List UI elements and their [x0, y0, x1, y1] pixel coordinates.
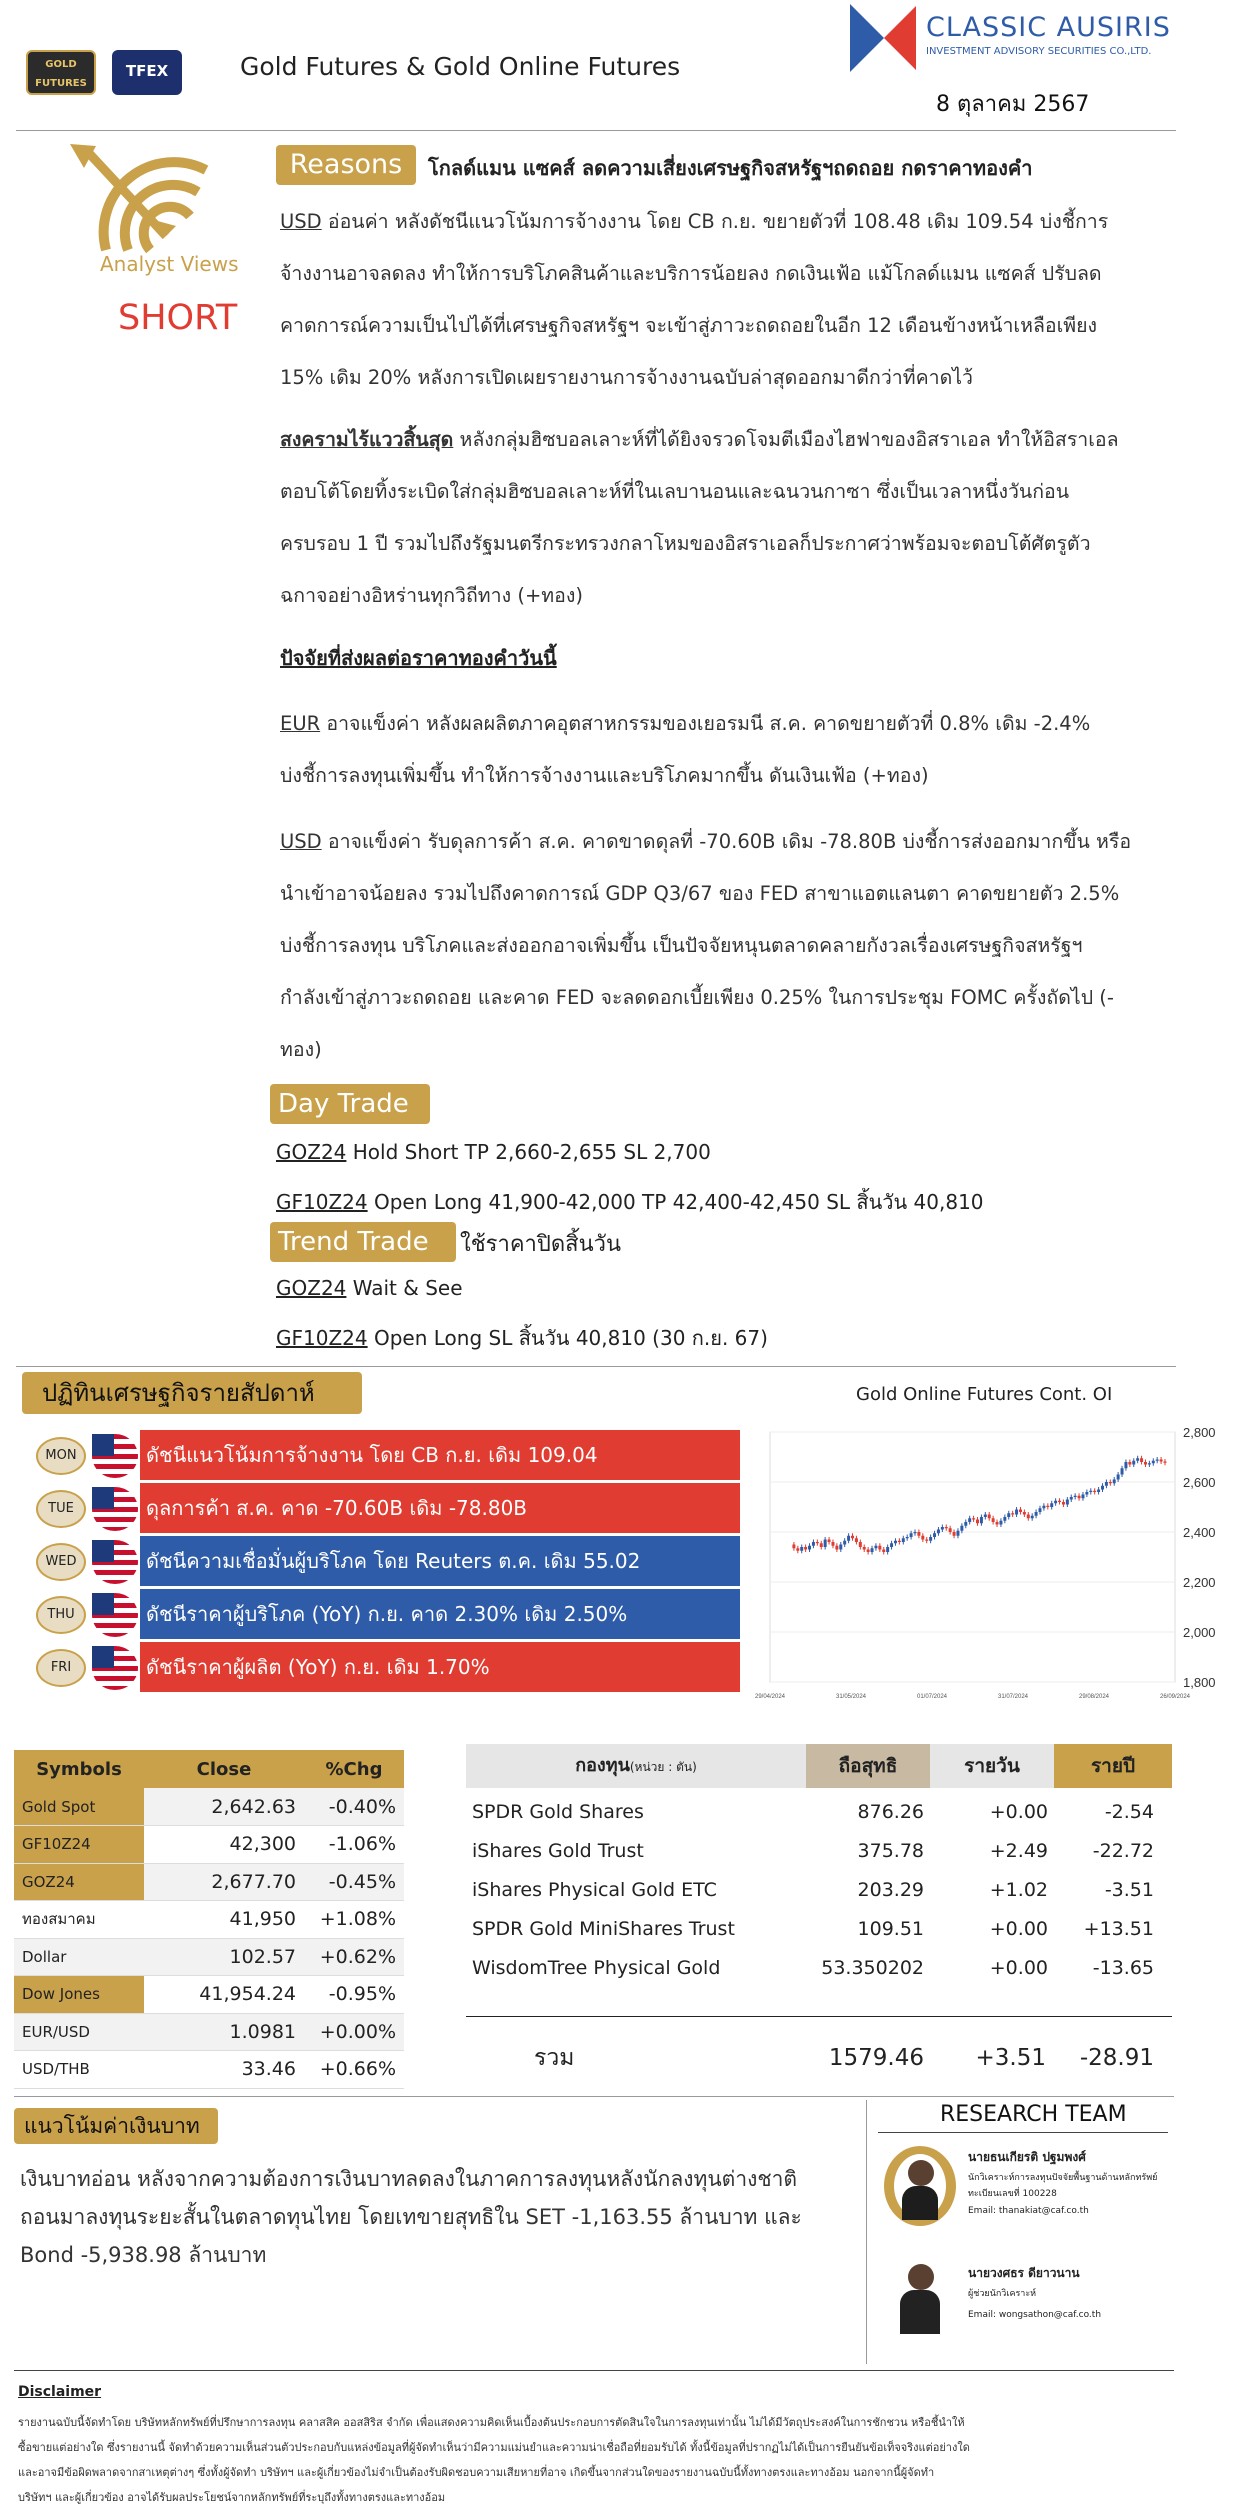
candle-body	[996, 1522, 999, 1525]
member-email[interactable]: Email: thanakiat@caf.co.th	[968, 2206, 1089, 2216]
col-ytd: รายปี	[1054, 1744, 1172, 1788]
candle-body	[910, 1533, 913, 1537]
fund-daily: +2.49	[989, 1839, 1048, 1862]
candle-body	[1078, 1496, 1081, 1499]
symbol-chg: +0.00%	[304, 2013, 404, 2051]
total-hold: 1579.46	[828, 2045, 924, 2071]
candle-body	[999, 1521, 1002, 1525]
target-arrow-icon	[66, 140, 216, 260]
candle-body	[1027, 1515, 1030, 1519]
candle-body	[824, 1540, 827, 1548]
analyst-views-label: Analyst Views	[100, 252, 239, 276]
us-flag-icon	[92, 1487, 138, 1531]
candle-body	[1015, 1510, 1018, 1515]
day-badge: FRI	[36, 1649, 86, 1687]
symbol-close: 2,677.70	[144, 1863, 304, 1901]
symbol-name: GF10Z24	[14, 1826, 144, 1864]
event-text: ดัชนีราคาผู้ผลิต (YoY) ก.ย. เดิม 1.70%	[140, 1642, 740, 1692]
disclaimer-text	[18, 2410, 1168, 2510]
reasons-headline: โกลด์แมน แซคส์ ลดความเสี่ยงเศรษฐกิจสหรัฐฯถดถอย กดราคาทองคำ	[428, 156, 1033, 180]
candle-body	[1035, 1512, 1038, 1516]
candle-body	[792, 1545, 795, 1549]
candle-body	[812, 1542, 815, 1546]
trade-text: Hold Short TP 2,660-2,655 SL 2,700	[346, 1140, 711, 1164]
us-flag-icon	[92, 1593, 138, 1637]
trend-trade-tag: Trend Trade	[270, 1222, 456, 1262]
line: บริษัทฯ และผู้เกี่ยวข้อง อาจได้รับผลประโยชน์จากหลักทรัพย์ที่ระบุถึงทั้งทางตรงและทางอ้อม	[18, 2491, 446, 2504]
table-row	[14, 2051, 404, 2089]
candle-body	[953, 1532, 956, 1536]
research-title: RESEARCH TEAM	[940, 2102, 1127, 2127]
baht-title: แนวโน้มค่าเงินบาท	[14, 2108, 218, 2144]
day-badge: TUE	[36, 1490, 86, 1528]
candle-body	[878, 1546, 881, 1550]
candle-body	[1003, 1517, 1006, 1521]
table-row	[14, 1938, 404, 1976]
candle-body	[1132, 1461, 1135, 1465]
reason-usd-paragraph	[280, 196, 1180, 404]
col-close: Close	[196, 1758, 252, 1780]
day-badge: MON	[36, 1437, 86, 1475]
symbol-close: 41,954.24	[144, 1976, 304, 2014]
candle-body	[1066, 1500, 1069, 1505]
line: รายงานฉบับนี้จัดทำโดย บริษัทหลักทรัพย์ที่ปรึกษาการลงทุน คลาสสิค ออสสิริส จำกัด เพื่อแสดงความคิดเห็นเบื้องต้นประกอบการตัดสินใจในการลงทุนเท่านั้น ไม่ได้มีวัตถุประสงค์ในการชักชวน หรือชี้นำให้	[18, 2416, 965, 2429]
line: และอาจมีข้อผิดพลาดจากสาเหตุต่างๆ ซึ่งทั้งผู้จัดทำ บริษัทฯ และผู้เกี่ยวข้องไม่จำเป็นต้องรับผิดชอบความเสียหายที่อาจ เกิดขึ้นจากส่วนใดของรายงานฉบับนี้ทั้งทางตรงและทางอ้อม นอกจากนี้ผู้จัดทำ	[18, 2466, 935, 2479]
candle-body	[820, 1543, 823, 1547]
fund-daily: +1.02	[989, 1878, 1048, 1901]
line: อาจแข็งค่า รับดุลการค้า ส.ค. คาดขาดดุลที่ -70.60B เดิม -78.80B บ่งชี้การส่งออกมากขึ้น หรือ	[321, 830, 1132, 853]
research-member	[968, 2148, 1173, 2216]
candle-body	[949, 1528, 952, 1532]
candle-body	[1097, 1490, 1100, 1493]
symbol-name: ทองสมาคม	[14, 1901, 144, 1939]
symbols-table	[14, 1750, 404, 2089]
fund-hold: 203.29	[857, 1878, 924, 1901]
trend-trade-item	[276, 1322, 768, 1354]
candle-body	[831, 1542, 834, 1546]
candle-body	[816, 1542, 819, 1543]
disclaimer-title: Disclaimer	[18, 2384, 102, 2400]
fund-ytd: -2.54	[1104, 1800, 1154, 1823]
trade-text: Open Long SL สิ้นวัน 40,810 (30 ก.ย. 67)	[367, 1326, 768, 1350]
candle-body	[828, 1540, 831, 1543]
line: บ่งชี้การลงทุน บริโภคและส่งออกอาจเพิ่มขึ้น เป็นปัจจัยหนุนตลาดคลายกังวลเรื่องเศรษฐกิจสหรัฐฯ	[280, 934, 1083, 957]
trend-trade-note: ใช้ราคาปิดสิ้นวัน	[460, 1232, 622, 1257]
event-text: ดัชนีแนวโน้มการจ้างงาน โดย CB ก.ย. เดิม 109.04	[140, 1430, 740, 1480]
col-daily: รายวัน	[930, 1744, 1054, 1788]
us-flag-icon	[92, 1434, 138, 1478]
candle-body	[1113, 1480, 1116, 1484]
usd-key: USD	[280, 830, 322, 853]
line: หลังกลุ่มฮิซบอลเลาะห์ที่ได้ยิงจรวดโจมตีเมืองไฮฟาของอิสราเอล ทำให้อิสราเอล	[453, 428, 1119, 451]
factor-eur-paragraph	[280, 698, 1180, 802]
candle-body	[914, 1532, 917, 1533]
candle-body	[1136, 1458, 1139, 1461]
brand-subtitle: INVESTMENT ADVISORY SECURITIES CO.,LTD.	[926, 46, 1152, 57]
gold-futures-chart	[754, 1410, 1230, 1710]
candle-body	[937, 1530, 940, 1534]
brand-name: CLASSIC AUSIRIS	[926, 12, 1171, 43]
candle-body	[956, 1531, 959, 1536]
line: ครบรอบ 1 ปี รวมไปถึงรัฐมนตรีกระทรวงกลาโหมของอิสราเอลก็ประกาศว่าพร้อมจะตอบโต้ศัตรูตัว	[280, 532, 1091, 555]
fund-ytd: -3.51	[1104, 1878, 1154, 1901]
candle-body	[964, 1522, 967, 1526]
funds-table	[466, 1792, 1172, 1987]
funds-total-divider	[466, 2016, 1172, 2017]
candle-body	[1085, 1492, 1088, 1495]
factor-usd-paragraph	[280, 816, 1180, 1076]
candle-body	[886, 1547, 889, 1552]
reasons-tag: Reasons	[276, 145, 416, 185]
table-row	[466, 1870, 1172, 1909]
candle-body	[894, 1541, 897, 1544]
candle-body	[917, 1532, 920, 1536]
fund-hold: 375.78	[857, 1839, 924, 1862]
candle-body	[882, 1550, 885, 1553]
candle-body	[1039, 1508, 1042, 1512]
total-daily: +3.51	[975, 2045, 1046, 2071]
disclaimer-divider	[14, 2370, 1174, 2371]
candle-body	[855, 1538, 858, 1542]
x-tick-label: 29/04/2024	[754, 1694, 786, 1700]
candle-body	[890, 1543, 893, 1547]
candle-body	[980, 1517, 983, 1523]
symbol-chg: -0.45%	[304, 1863, 404, 1901]
candle-body	[1105, 1482, 1108, 1486]
calendar-event	[30, 1536, 740, 1586]
tfex-logo: TFEX	[112, 50, 182, 95]
chart-title: Gold Online Futures Cont. OI	[856, 1384, 1113, 1405]
candle-body	[1058, 1501, 1061, 1502]
line: Bond -5,938.98 ล้านบาท	[20, 2243, 267, 2267]
day-trade-item	[276, 1140, 711, 1164]
factors-title: ปัจจัยที่ส่งผลต่อราคาทองคำวันนี้	[280, 646, 557, 670]
candle-body	[1128, 1462, 1131, 1465]
page-title: Gold Futures & Gold Online Futures	[240, 52, 681, 81]
candle-body	[1074, 1496, 1077, 1497]
candle-body	[984, 1515, 987, 1518]
candle-body	[1144, 1462, 1147, 1465]
candle-body	[1089, 1491, 1092, 1492]
fund-hold: 53.350202	[821, 1956, 924, 1979]
candle-body	[1117, 1475, 1120, 1480]
line: คาดการณ์ความเป็นไปได้ที่เศรษฐกิจสหรัฐฯ จะเข้าสู่ภาวะถดถอยในอีก 12 เดือนข้างหน้าเหลือเพียง	[280, 314, 1098, 337]
candle-body	[1054, 1501, 1057, 1504]
funds-total-row	[466, 2038, 1172, 2078]
symbol-chg: -0.40%	[304, 1788, 404, 1826]
line: ซื้อขายแต่อย่างใด ซึ่งรายงานนี้ จัดทำด้วยความเห็นส่วนตัวประกอบกับแหล่งข้อมูลที่ผู้จัดทำเห็นว่ามีความแม่นยำและความน่าเชื่อถือที่ยอมรับได้ ทั้งนี้ข้อมูลที่ปรากฏไม่ได้เป็นการยืนยันข้อเท็จจริงแต่อย่างใด	[18, 2441, 970, 2454]
fund-name: iShares Physical Gold ETC	[472, 1878, 717, 1901]
candle-body	[839, 1545, 842, 1550]
candle-body	[902, 1538, 905, 1542]
candle-body	[871, 1548, 874, 1552]
symbol-chg: +0.66%	[304, 2051, 404, 2089]
day-trade-tag: Day Trade	[270, 1084, 430, 1124]
y-tick-label: 2,400	[1183, 1525, 1216, 1540]
candle-body	[1081, 1495, 1084, 1499]
fund-name: SPDR Gold MiniShares Trust	[472, 1917, 735, 1940]
candle-body	[800, 1547, 803, 1551]
candle-body	[945, 1527, 948, 1528]
fund-ytd: -13.65	[1092, 1956, 1154, 1979]
x-tick-label: 01/07/2024	[916, 1694, 948, 1700]
candle-body	[1121, 1468, 1124, 1474]
col-chg: %Chg	[325, 1758, 383, 1780]
member-email[interactable]: Email: wongsathon@caf.co.th	[968, 2310, 1102, 2320]
calendar-event	[30, 1483, 740, 1533]
symbol-name: Dow Jones	[14, 1976, 144, 2014]
candle-body	[851, 1536, 854, 1539]
calendar-title: ปฏิทินเศรษฐกิจรายสัปดาห์	[22, 1372, 362, 1414]
calendar-event	[30, 1642, 740, 1692]
candle-body	[941, 1527, 944, 1530]
fund-name: SPDR Gold Shares	[472, 1800, 644, 1823]
symbol-name: Gold Spot	[14, 1788, 144, 1826]
avatar	[884, 2146, 956, 2226]
line: จ้างงานอาจลดลง ทำให้การบริโภคสินค้าและบริการน้อยลง กดเงินเฟ้อ แม้โกลด์แมน แซคส์ ปรับลด	[280, 262, 1102, 285]
candle-body	[1101, 1486, 1104, 1490]
candle-body	[1164, 1462, 1167, 1463]
candle-body	[1007, 1513, 1010, 1517]
war-key: สงครามไร้แววสิ้นสุด	[280, 428, 454, 451]
symbol-close: 33.46	[144, 2051, 304, 2089]
symbol-close: 1.0981	[144, 2013, 304, 2051]
table-row	[14, 1976, 404, 2014]
total-label: รวม	[534, 2045, 575, 2071]
candle-body	[898, 1541, 901, 1542]
calendar-divider	[16, 1366, 1176, 1367]
trade-text: Open Long 41,900-42,000 TP 42,400-42,450 SL สิ้นวัน 40,810	[367, 1190, 984, 1214]
symbol-chg: +0.62%	[304, 1938, 404, 1976]
candle-body	[968, 1518, 971, 1522]
fund-daily: +0.00	[989, 1800, 1048, 1823]
member-license: ทะเบียนเลขที่ 100228	[968, 2189, 1057, 2199]
member-name: นายวงศธร ดียาวนาน	[968, 2266, 1080, 2280]
x-tick-label: 31/05/2024	[835, 1694, 867, 1700]
line: ทอง)	[280, 1038, 322, 1061]
col-hold: ถือสุทธิ	[806, 1744, 930, 1788]
candle-body	[1019, 1510, 1022, 1513]
day-trade-item	[276, 1186, 984, 1218]
candle-body	[1148, 1463, 1151, 1464]
symbol: GF10Z24	[276, 1326, 368, 1350]
fund-hold: 109.51	[857, 1917, 924, 1940]
event-text: ดัชนีราคาผู้บริโภค (YoY) ก.ย. คาด 2.30% เดิม 2.50%	[140, 1589, 740, 1639]
member-role: ผู้ช่วยนักวิเคราะห์	[968, 2289, 1037, 2299]
funds-header-name: กองทุน(หน่วย : ตัน)	[466, 1744, 806, 1788]
symbol: GOZ24	[276, 1276, 347, 1300]
symbol-chg: -0.95%	[304, 1976, 404, 2014]
candle-body	[1050, 1503, 1053, 1507]
candle-body	[976, 1520, 979, 1524]
line: อาจแข็งค่า หลังผลผลิตภาคอุตสาหกรรมของเยอรมนี ส.ค. คาดขยายตัวที่ 0.8% เดิม -2.4%	[320, 712, 1091, 735]
candle-body	[867, 1550, 870, 1553]
fund-name: WisdomTree Physical Gold	[472, 1956, 721, 1979]
candle-body	[1124, 1462, 1127, 1468]
candle-body	[925, 1540, 928, 1541]
y-tick-label: 1,800	[1183, 1675, 1216, 1690]
candle-body	[1042, 1506, 1045, 1509]
candle-body	[929, 1537, 932, 1541]
table-row	[14, 1901, 404, 1939]
line: ถอนมาลงทุนระยะสั้นในตลาดทุนไทย โดยเทขายสุทธิใน SET -1,163.55 ล้านบาท และ	[20, 2205, 802, 2229]
candle-body	[1062, 1502, 1065, 1505]
report-date: 8 ตุลาคม 2567	[936, 92, 1090, 117]
baht-text	[20, 2160, 860, 2274]
candle-body	[1046, 1506, 1049, 1507]
calendar-event	[30, 1430, 740, 1480]
table-row	[466, 1948, 1172, 1987]
table-row	[14, 1788, 404, 1826]
research-title-divider	[878, 2132, 1168, 2133]
line: เงินบาทอ่อน หลังจากความต้องการเงินบาทลดลงในภาคการลงทุนหลังนักลงทุนต่างชาติ	[20, 2167, 798, 2191]
trend-trade-item	[276, 1276, 463, 1300]
candle-body	[992, 1518, 995, 1522]
avatar	[884, 2256, 956, 2336]
reason-war-paragraph	[280, 414, 1180, 622]
symbol-chg: +1.08%	[304, 1901, 404, 1939]
symbol-close: 2,642.63	[144, 1788, 304, 1826]
table-row	[466, 1909, 1172, 1948]
research-member	[968, 2264, 1173, 2320]
candle-body	[835, 1546, 838, 1550]
fund-hold: 876.26	[857, 1800, 924, 1823]
day-badge: WED	[36, 1543, 86, 1581]
fund-name: iShares Gold Trust	[472, 1839, 644, 1862]
table-row	[466, 1831, 1172, 1870]
line: ฉกาจอย่างอิหร่านทุกวิถีทาง (+ทอง)	[280, 584, 583, 607]
candle-body	[1023, 1512, 1026, 1515]
total-ytd: -28.91	[1079, 2045, 1154, 2071]
line: อ่อนค่า หลังดัชนีแนวโน้มการจ้างงาน โดย CB ก.ย. ขยายตัวที่ 108.48 เดิม 109.54 บ่งชี้การ	[321, 210, 1109, 233]
y-tick-label: 2,200	[1183, 1575, 1216, 1590]
symbol-close: 42,300	[144, 1826, 304, 1864]
funds-header	[466, 1744, 1172, 1788]
candle-body	[1109, 1482, 1112, 1483]
us-flag-icon	[92, 1540, 138, 1584]
col-symbols: Symbols	[36, 1758, 122, 1780]
classic-ausiris-logo-icon	[848, 2, 918, 74]
x-tick-label: 29/08/2024	[1078, 1694, 1110, 1700]
candle-body	[906, 1537, 909, 1538]
candle-body	[1152, 1461, 1155, 1464]
candle-body	[1140, 1458, 1143, 1462]
research-panel-border	[866, 2100, 867, 2364]
candle-body	[796, 1548, 799, 1551]
fund-ytd: +13.51	[1083, 1917, 1154, 1940]
candle-body	[1160, 1460, 1163, 1462]
symbol-name: USD/THB	[14, 2051, 144, 2089]
x-tick-label: 31/07/2024	[997, 1694, 1029, 1700]
symbol-name: GOZ24	[14, 1863, 144, 1901]
symbol: GOZ24	[276, 1140, 347, 1164]
line: กำลังเข้าสู่ภาวะถดถอย และคาด FED จะลดดอกเบี้ยเพียง 0.25% ในการประชุม FOMC ครั้งถัดไป (-	[280, 986, 1114, 1009]
candle-body	[843, 1541, 846, 1545]
line: บ่งชี้การลงทุนเพิ่มขึ้น ทำให้การจ้างงานและบริโภคมากขึ้น ดันเงินเฟ้อ (+ทอง)	[280, 764, 929, 787]
trade-text: Wait & See	[346, 1276, 463, 1300]
candle-body	[960, 1526, 963, 1531]
line: นำเข้าอาจน้อยลง รวมไปถึงคาดการณ์ GDP Q3/67 ของ FED สาขาแอตแลนตา คาดขยายตัว 2.5%	[280, 882, 1120, 905]
gold-futures-logo: GOLD FUTURES	[26, 50, 96, 95]
symbol-close: 102.57	[144, 1938, 304, 1976]
fund-ytd: -22.72	[1092, 1839, 1154, 1862]
symbol-close: 41,950	[144, 1901, 304, 1939]
candle-body	[863, 1547, 866, 1550]
y-tick-label: 2,600	[1183, 1475, 1216, 1490]
member-name: นายธนเกียรติ ปฐมพงศ์	[968, 2150, 1086, 2164]
calendar-event	[30, 1589, 740, 1639]
y-tick-label: 2,000	[1183, 1625, 1216, 1640]
usd-key: USD	[280, 210, 322, 233]
eur-key: EUR	[280, 712, 321, 735]
symbol-name: Dollar	[14, 1938, 144, 1976]
header-divider	[16, 130, 1176, 131]
candle-body	[1031, 1516, 1034, 1519]
candle-body	[1093, 1491, 1096, 1492]
candle-body	[847, 1536, 850, 1541]
symbol-name: EUR/USD	[14, 2013, 144, 2051]
fund-daily: +0.00	[989, 1956, 1048, 1979]
event-text: ดัชนีความเชื่อมั่นผู้บริโภค โดย Reuters ต.ค. เดิม 55.02	[140, 1536, 740, 1586]
candle-body	[1156, 1460, 1159, 1461]
table-row	[466, 1792, 1172, 1831]
line: ตอบโต้โดยทิ้งระเบิดใส่กลุ่มฮิซบอลเลาะห์ที่ในเลบานอนและฉนวนกาซา ซึ่งเป็นเวลาหนึ่งวันก่อน	[280, 480, 1070, 503]
y-tick-label: 2,800	[1183, 1425, 1216, 1440]
day-badge: THU	[36, 1596, 86, 1634]
member-role: นักวิเคราะห์การลงทุนปัจจัยพื้นฐานด้านหลักทรัพย์	[968, 2173, 1158, 2183]
x-tick-label: 26/09/2024	[1159, 1694, 1191, 1700]
us-flag-icon	[92, 1646, 138, 1690]
symbol-chg: -1.06%	[304, 1826, 404, 1864]
table-row	[14, 1826, 404, 1864]
event-text: ดุลการค้า ส.ค. คาด -70.60B เดิม -78.80B	[140, 1483, 740, 1533]
candle-body	[1070, 1497, 1073, 1500]
table-row	[14, 2013, 404, 2051]
candle-body	[1011, 1513, 1014, 1514]
candle-body	[874, 1546, 877, 1549]
candle-body	[972, 1518, 975, 1519]
candle-body	[921, 1536, 924, 1540]
fund-daily: +0.00	[989, 1917, 1048, 1940]
funds-bottom-divider	[14, 2096, 1174, 2097]
line: 15% เดิม 20% หลังการเปิดเผยรายงานการจ้างงานฉบับล่าสุดออกมาดีกว่าที่คาดไว้	[280, 366, 973, 389]
candle-body	[933, 1533, 936, 1537]
chart-frame	[770, 1432, 1175, 1682]
table-row	[14, 1863, 404, 1901]
symbol: GF10Z24	[276, 1190, 368, 1214]
candle-body	[859, 1542, 862, 1547]
analyst-view-short: SHORT	[118, 298, 238, 338]
candle-body	[988, 1515, 991, 1519]
candle-body	[804, 1547, 807, 1550]
candle-body	[808, 1546, 811, 1550]
